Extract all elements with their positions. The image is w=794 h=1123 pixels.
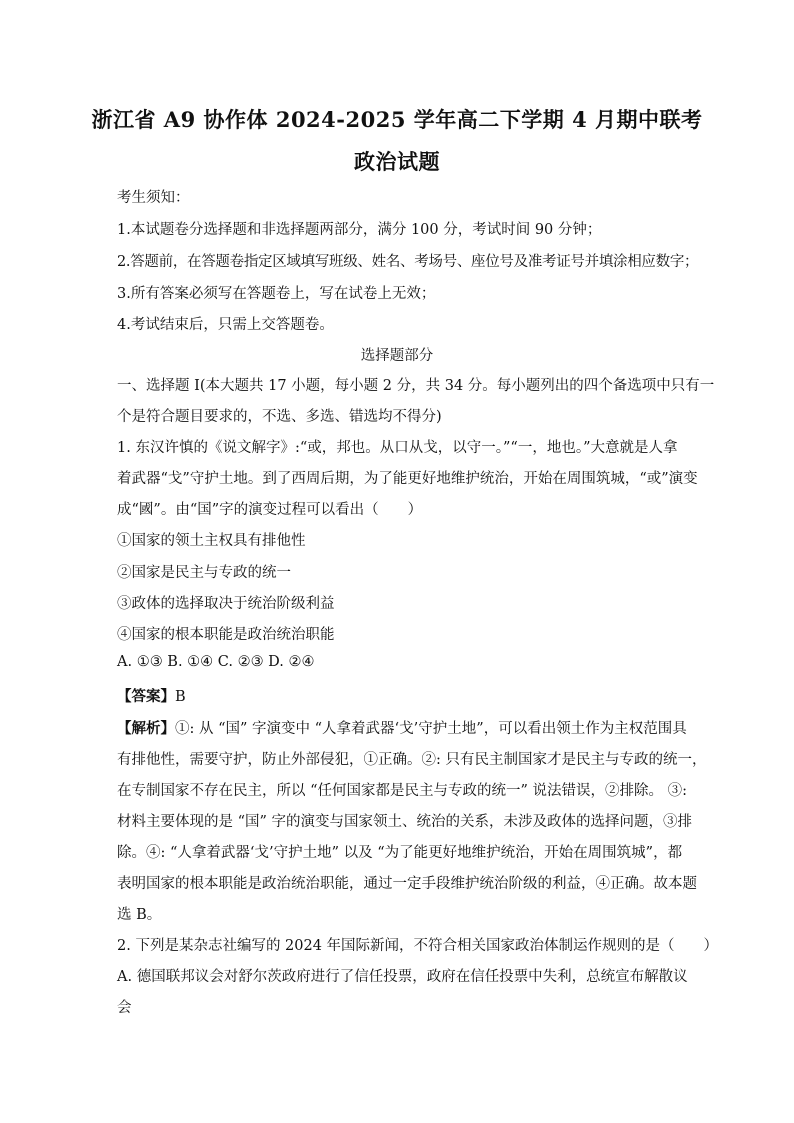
part-intro-line: 一、选择题 I(本大题共 17 小题，每小题 2 分，共 34 分。每小题列出的四个备选项中只有一 xyxy=(117,378,715,394)
question-1-analysis-line: 除。④: “人拿着武器‘戈’守护土地” 以及 “为了能更好地维护统治，开始在周围筑城”，都 xyxy=(117,845,683,861)
question-1-analysis-line: 选 B。 xyxy=(117,907,162,923)
question-1-statement: ③政体的选择取决于统治阶级利益 xyxy=(117,596,335,612)
notice-item: 2.答题前，在答题卷指定区域填写班级、姓名、考场号、座位号及准考证号并填涂相应数字； xyxy=(117,254,699,270)
question-1-analysis-line: 有排他性，需要守护，防止外部侵犯，①正确。②: 只有民主制国家才是民主与专政的统一， xyxy=(117,752,707,768)
answer-label: 【答案】 xyxy=(117,688,175,705)
question-2-option-a: A. 德国联邦议会对舒尔茨政府进行了信任投票，政府在信任投票中失利，总统宣布解散议 xyxy=(117,969,688,985)
question-1-statement: ①国家的领土主权具有排他性 xyxy=(117,533,306,549)
question-1-analysis-line: 在专制国家不存在民主，所以 “任何国家都是民主与专政的统一” 说法错误，②排除。 ③: xyxy=(117,783,688,799)
question-2-stem: 2. 下列是某杂志社编写的 2024 年国际新闻，不符合相关国家政治体制运作规则的是（ ） xyxy=(117,938,719,954)
question-1-analysis-line: 材料主要体现的是 “国” 字的演变与国家领土、统治的关系，未涉及政体的选择问题，③排 xyxy=(117,814,693,830)
part-intro-line: 个是符合题目要求的，不选、多选、错选均不得分) xyxy=(117,409,442,425)
analysis-label: 【解析】 xyxy=(117,720,175,737)
document-subtitle: 政治试题 xyxy=(354,149,440,174)
question-1-statement: ②国家是民主与专政的统一 xyxy=(117,565,291,581)
analysis-text: ①: 从 “国” 字演变中 “人拿着武器‘戈’守护土地”，可以看出领土作为主权范围具 xyxy=(175,721,687,737)
question-1-stem-line: 着武器“戈”守护土地。到了西周后期，为了能更好地维护统治，开始在周围筑城，“或”演变 xyxy=(117,471,698,487)
notice-item: 3.所有答案必须写在答题卷上，写在试卷上无效； xyxy=(117,286,436,302)
question-1-statement: ④国家的根本职能是政治统治职能 xyxy=(117,627,335,643)
question-2-option-a: 会 xyxy=(117,1000,132,1016)
notice-heading: 考生须知： xyxy=(117,190,190,206)
question-1-choices: A. ①③ B. ①④ C. ②③ D. ②④ xyxy=(117,654,315,670)
document-title: 浙江省 A9 协作体 2024-2025 学年高二下学期 4 月期中联考 xyxy=(91,107,703,132)
question-1-analysis-line: 表明国家的根本职能是政治统治职能，通过一定手段维护统治阶级的利益，④正确。故本题 xyxy=(117,876,697,892)
question-1-stem-line: 成“國”。由“国”字的演变过程可以看出（ ） xyxy=(117,502,423,518)
notice-item: 4.考试结束后，只需上交答题卷。 xyxy=(117,317,334,333)
question-1-stem-line: 1. 东汉许慎的《说文解字》:“或，邦也。从口从戈，以守一。”“一，地也。”大意就是人拿 xyxy=(117,440,678,456)
question-1-answer xyxy=(117,685,186,706)
answer-value: B xyxy=(175,689,186,705)
section-title: 选择题部分 xyxy=(360,348,434,364)
notice-item: 1.本试题卷分选择题和非选择题两部分，满分 100 分，考试时间 90 分钟； xyxy=(117,222,602,238)
question-1-analysis-line xyxy=(117,717,687,738)
